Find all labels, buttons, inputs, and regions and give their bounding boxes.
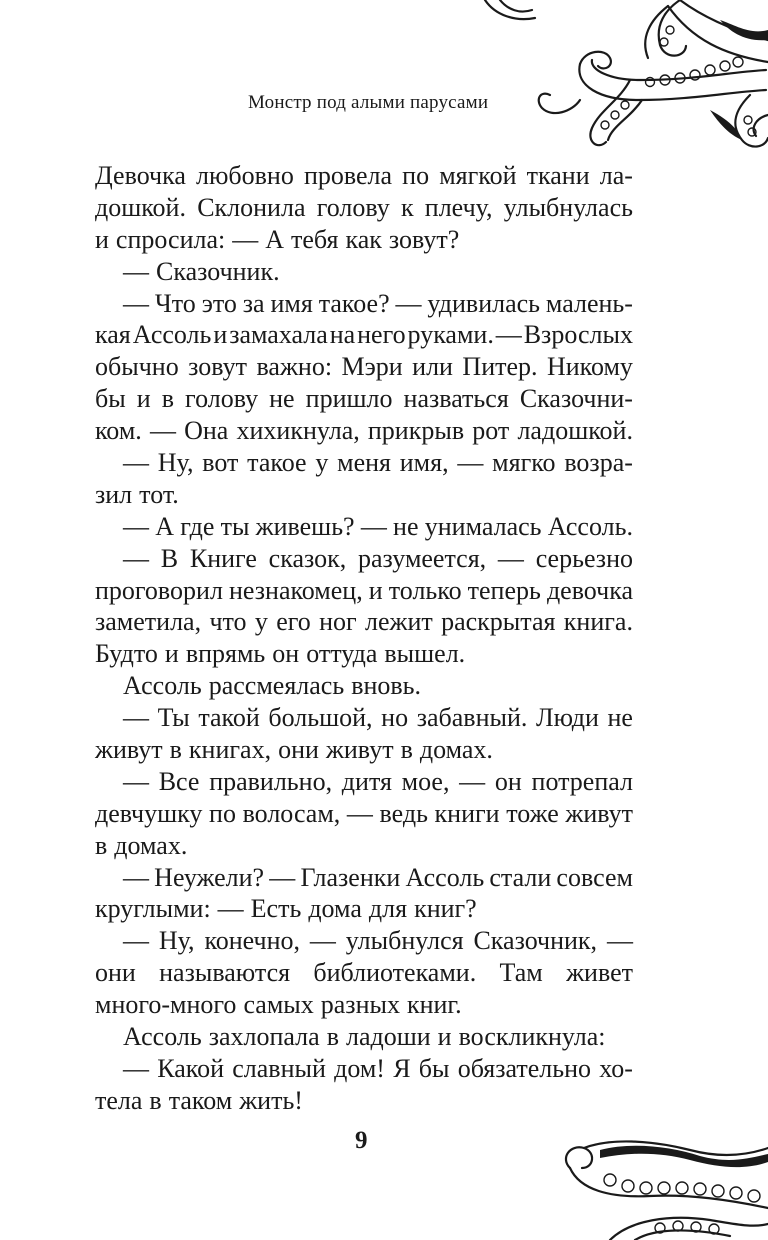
text-line: и спросила: — А тебя как зовут? [95,224,460,254]
text-line: ком. — Она хихикнула, прикрыв рот ладошкой. [95,416,633,446]
text-line: тела в таком жить! [95,1085,303,1115]
text-line: девчушку по волосам, — ведь книги тоже живут [95,798,633,828]
text-line: они называются библиотеками. Там живет [95,958,633,988]
page-number: 9 [355,1127,368,1154]
text-line: в домах. [95,830,188,860]
running-title: Монстр под алыми парусами [248,92,489,113]
text-line: — Неужели? — Глазенки Ассоль стали совсем [123,862,633,892]
text-line: — Ты такой большой, но забавный. Люди не [123,703,633,733]
text-line: — Ну, конечно, — улыбнулся Сказочник, — [123,926,633,956]
text-line: бы и в голову не пришло назваться Сказочни- [95,384,633,414]
text-line: — Сказочник. [123,256,280,286]
page-body-text [95,160,633,1117]
octopus-tentacle-bottom-illustration [540,1128,768,1240]
text-line: — Какой славный дом! Я бы обязательно хо- [123,1053,633,1083]
text-line: живут в книгах, они живут в домах. [95,735,493,765]
text-line: дошкой. Склонила голову к плечу, улыбнулась [95,192,633,222]
text-line: кая Ассоль и замахала на него руками. — Взрослых [95,320,633,350]
octopus-tentacles-top-illustration [480,0,768,160]
text-line: круглыми: — Есть дома для книг? [95,894,477,924]
text-line: Девочка любовно провела по мягкой ткани ла- [95,161,633,190]
text-line: много-много самых разных книг. [95,990,462,1020]
text-line: — Ну, вот такое у меня имя, — мягко возра- [123,448,633,478]
text-line: зил тот. [95,479,179,509]
text-line: — Что это за имя такое? — удивилась малень- [123,288,633,318]
text-line: — Все правильно, дитя мое, — он потрепал [123,766,633,796]
text-line: Ассоль рассмеялась вновь. [123,671,422,701]
text-line: — А где ты живешь? — не унималась Ассоль. [123,511,633,541]
text-line: Будто и впрямь он оттуда вышел. [95,639,466,669]
text-line: Ассоль захлопала в ладоши и воскликнула: [123,1022,606,1052]
text-line: — В Книге сказок, разумеется, — серьезно [123,543,633,573]
text-line: проговорил незнакомец, и только теперь девочка [95,575,633,605]
text-line: заметила, что у его ног лежит раскрытая книга. [95,607,633,637]
text-line: обычно зовут важно: Мэри или Питер. Никому [95,352,633,382]
